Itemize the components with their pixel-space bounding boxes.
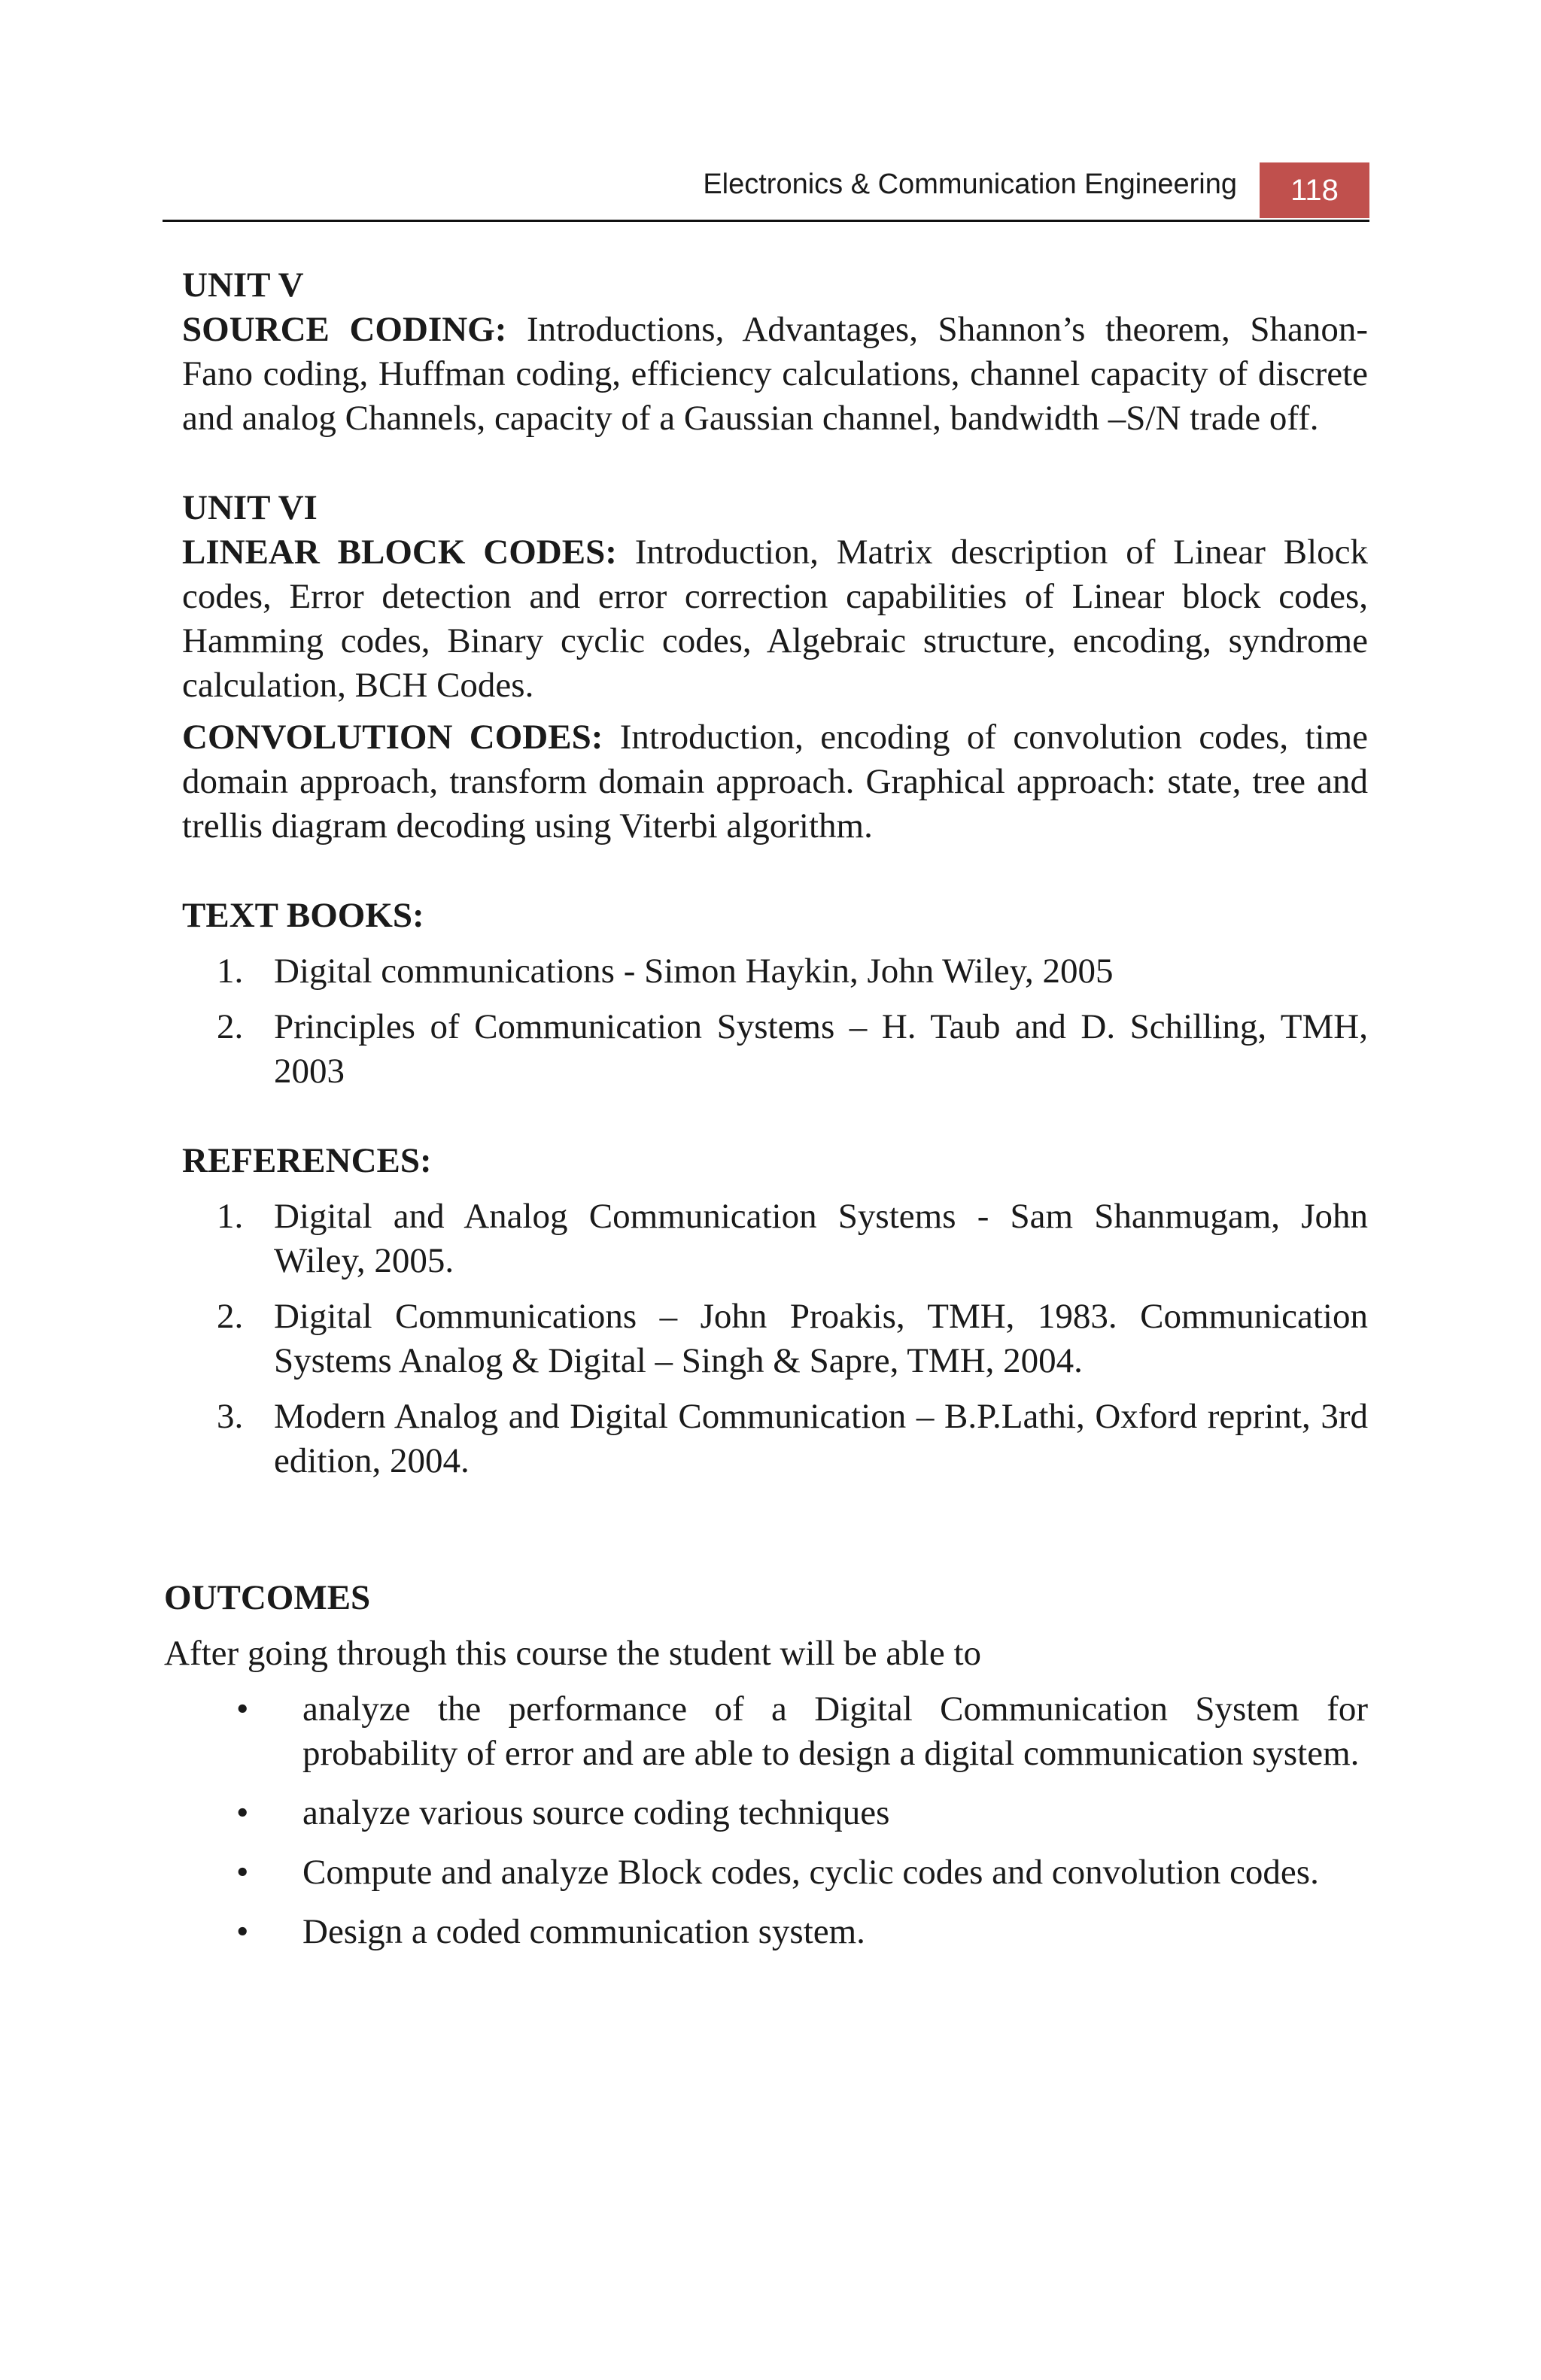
outcomes-title: OUTCOMES: [164, 1578, 371, 1617]
convolution-codes-text: Introduction, encoding of convolution codes, time domain approach, transform domain approach. Graphical approach: state, tree and trellis diagram decoding using Viterbi algorithm.: [182, 718, 1368, 845]
header-title: Electronics & Communication Engineering: [703, 168, 1237, 200]
unit-v-title: UNIT V: [182, 266, 304, 305]
outcomes-section: [164, 1576, 1368, 1969]
bullet-icon: •: [236, 1853, 249, 1892]
page-header: [163, 162, 1369, 222]
text-books-title: TEXT BOOKS:: [182, 896, 424, 935]
references-title: REFERENCES:: [182, 1141, 432, 1180]
list-item: 1. Digital communications - Simon Haykin, John Wiley, 2005: [217, 952, 1114, 991]
list-item: 3. Modern Analog and Digital Communication – B.P.Lathi, Oxford reprint, 3rd edition, 2004.: [217, 1397, 1368, 1480]
unit-v-paragraph: [182, 308, 1368, 441]
outcomes-intro: After going through this course the student will be able to: [164, 1634, 982, 1673]
list-item: 2. Principles of Communication Systems – H. Taub and D. Schilling, TMH, 2003: [217, 1007, 1368, 1091]
list-item: • analyze the performance of a Digital Communication System for probability of error and are able to design a digital communication system.: [164, 1687, 1368, 1776]
unit-vi-title: UNIT VI: [182, 488, 318, 527]
text-books-list: [182, 949, 1368, 1094]
linear-block-codes-paragraph: [182, 530, 1368, 708]
list-item: • Compute and analyze Block codes, cyclic codes and convolution codes.: [164, 1850, 1368, 1895]
linear-block-codes-lead: LINEAR BLOCK CODES:: [182, 533, 617, 572]
source-coding-text: Introductions, Advantages, Shannon’s theorem, Shanon-Fano coding, Huffman coding, efficiency calculations, channel capacity of discrete and analog Channels, capacity of a Gaussian channel, bandwidth –S/N trade off.: [182, 310, 1368, 438]
convolution-codes-paragraph: [182, 715, 1368, 848]
references-list: [182, 1195, 1368, 1483]
page-number-badge: 118: [1260, 162, 1369, 218]
bullet-icon: •: [236, 1912, 249, 1951]
list-item: • Design a coded communication system.: [164, 1910, 1368, 1954]
bullet-icon: •: [236, 1793, 249, 1832]
text-books-section: [182, 894, 1368, 1094]
bullet-icon: •: [236, 1689, 249, 1729]
list-item: • analyze various source coding techniques: [164, 1791, 1368, 1835]
references-section: [182, 1139, 1368, 1483]
source-coding-lead: SOURCE CODING:: [182, 310, 507, 349]
list-item: 1. Digital and Analog Communication Systems - Sam Shanmugam, John Wiley, 2005.: [217, 1197, 1368, 1280]
list-item: 2. Digital Communications – John Proakis, TMH, 1983. Communication Systems Analog & Digital – Singh & Sapre, TMH, 2004.: [217, 1297, 1368, 1380]
main-content: [182, 263, 1368, 1495]
linear-block-codes-text: Introduction, Matrix description of Linear Block codes, Error detection and error correction capabilities of Linear block codes, Hamming codes, Binary cyclic codes, Algebraic structure, encoding, syndrome calculation, BCH Codes.: [182, 533, 1368, 705]
unit-v-section: [182, 263, 1368, 441]
outcomes-list: [164, 1687, 1368, 1954]
convolution-codes-lead: CONVOLUTION CODES:: [182, 718, 603, 757]
unit-vi-section: [182, 486, 1368, 848]
